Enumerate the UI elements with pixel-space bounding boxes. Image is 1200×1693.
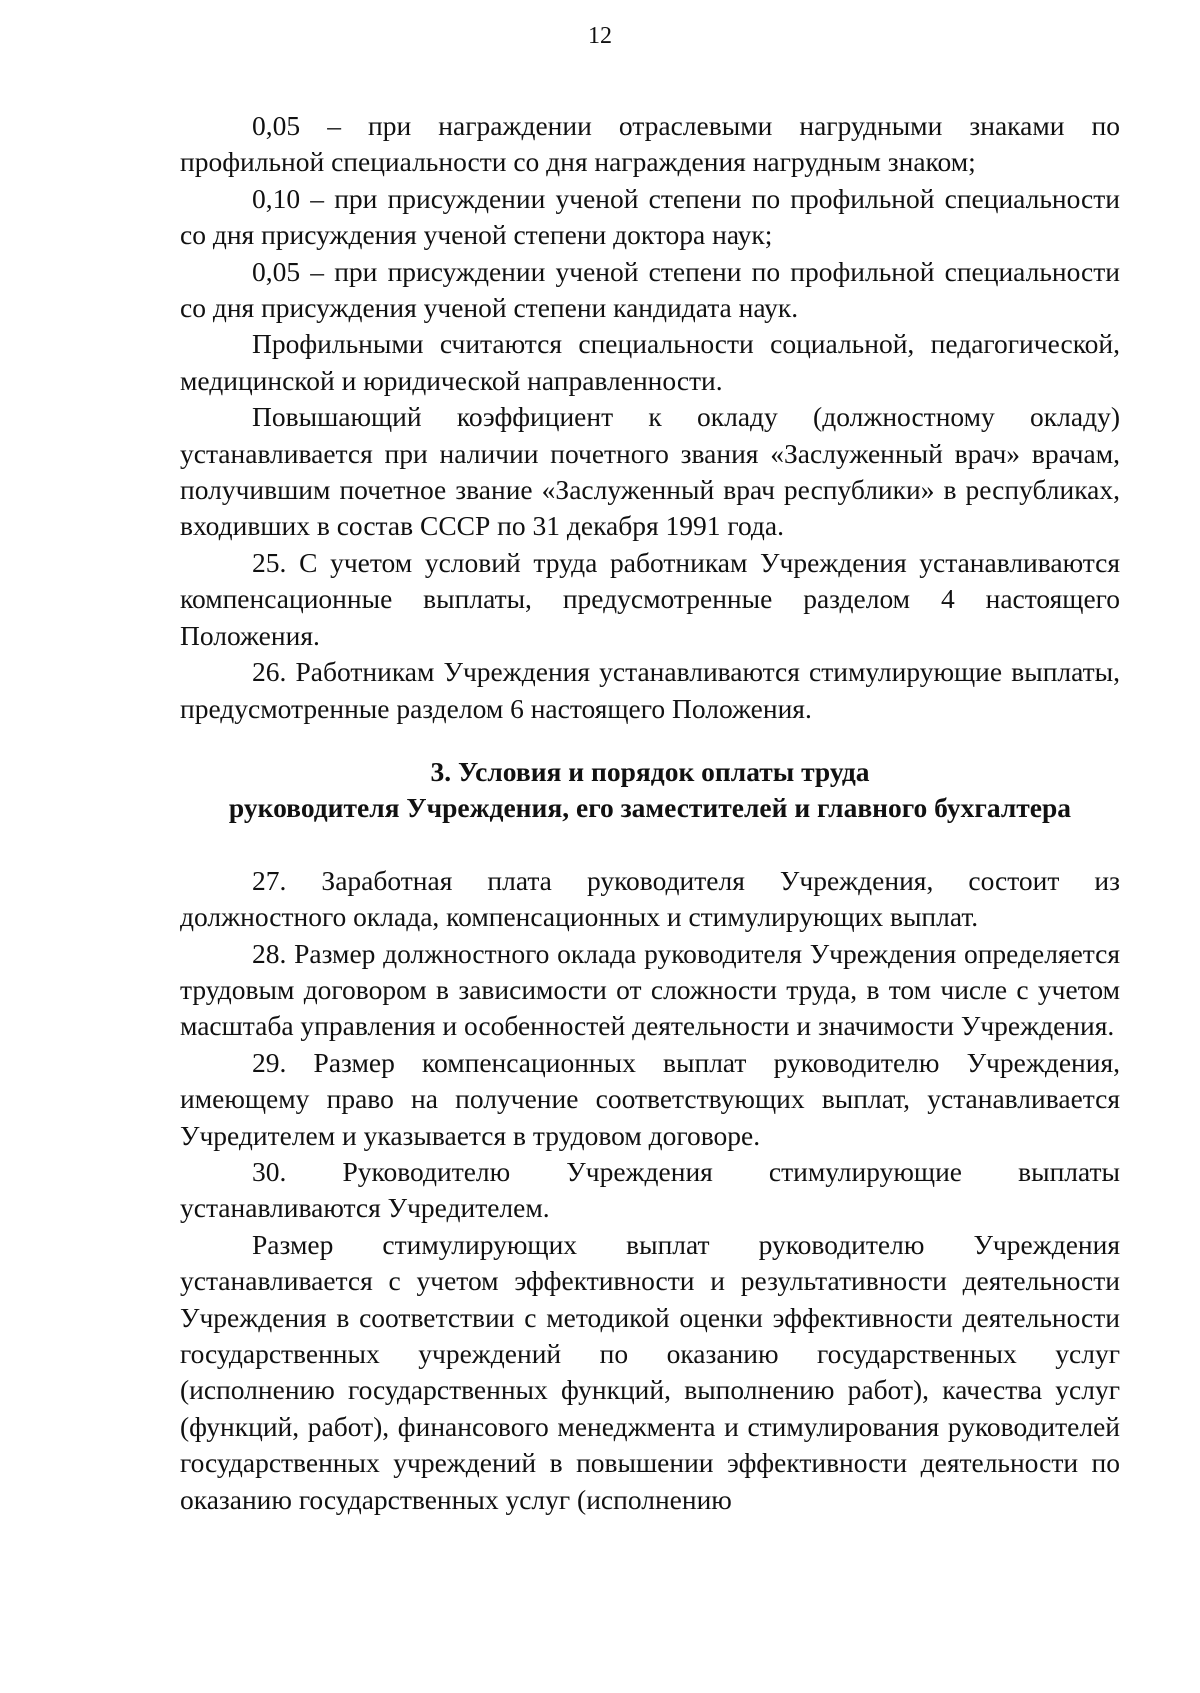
paragraph-honored-doctor: Повышающий коэффициент к окладу (должностному окладу) устанавливается при наличии почетного звания «Заслуженный врач» врачам, получившим почетное звание «Заслуженный врач республики» в республиках, входивших в состав СССР по 31 декабря 1991 года. [180,401,1120,542]
section-heading-line2: руководителя Учреждения, его заместителей и главного бухгалтера [228,792,1072,824]
paragraph-item-27: 27. Заработная плата руководителя Учреждения, состоит из должностного оклада, компенсационных и стимулирующих выплат. [180,864,1120,933]
paragraph-profile-specialties: Профильными считаются специальности социальной, педагогической, медицинской и юридической направленности. [180,328,1120,396]
paragraph-doctor-degree: 0,10 – при присуждении ученой степени по профильной специальности со дня присуждения ученой степени доктора наук; [180,182,1120,251]
page-number: 12 [588,23,612,49]
paragraph-item-26: 26. Работникам Учреждения устанавливаются стимулирующие выплаты, предусмотренные разделом 6 настоящего Положения. [180,656,1120,724]
paragraph-item-29: 29. Размер компенсационных выплат руководителю Учреждения, имеющему право на получение соответствующих выплат, устанавливается Учредителем и указывается в трудовом договоре. [180,1046,1120,1151]
paragraph-incentive-size: Размер стимулирующих выплат руководителю Учреждения устанавливается с учетом эффективности и результативности деятельности Учреждения в соответствии с методикой оценки эффективности деятельности государственных учреждений по оказанию государственных услуг (исполнению государственных функций, выполнению работ), качества услуг (функций, работ), финансового менеджмента и стимулирования руководителей государственных учреждений в повышении эффективности деятельности по оказанию государственных услуг (исполнению [180,1228,1120,1515]
section-heading [180,754,1120,827]
paragraph-item-28: 28. Размер должностного оклада руководителя Учреждения определяется трудовым договором в зависимости от сложности труда, в том числе с учетом масштаба управления и особенностей деятельности и значимости Учреждения. [180,937,1120,1042]
paragraph-award-badges: 0,05 – при награждении отраслевыми нагрудными знаками по профильной специальности со дня награждения нагрудным знаком; [180,110,1120,178]
paragraph-candidate-degree: 0,05 – при присуждении ученой степени по профильной специальности со дня присуждения ученой степени кандидата наук. [180,255,1120,324]
document-body [180,108,1120,1518]
paragraph-item-25: 25. С учетом условий труда работникам Учреждения устанавливаются компенсационные выплаты, предусмотренные разделом 4 настоящего Положения. [180,546,1120,651]
section-heading-line1: 3. Условия и порядок оплаты труда [430,755,870,787]
paragraph-item-30: 30. Руководителю Учреждения стимулирующие выплаты устанавливаются Учредителем. [180,1155,1120,1224]
